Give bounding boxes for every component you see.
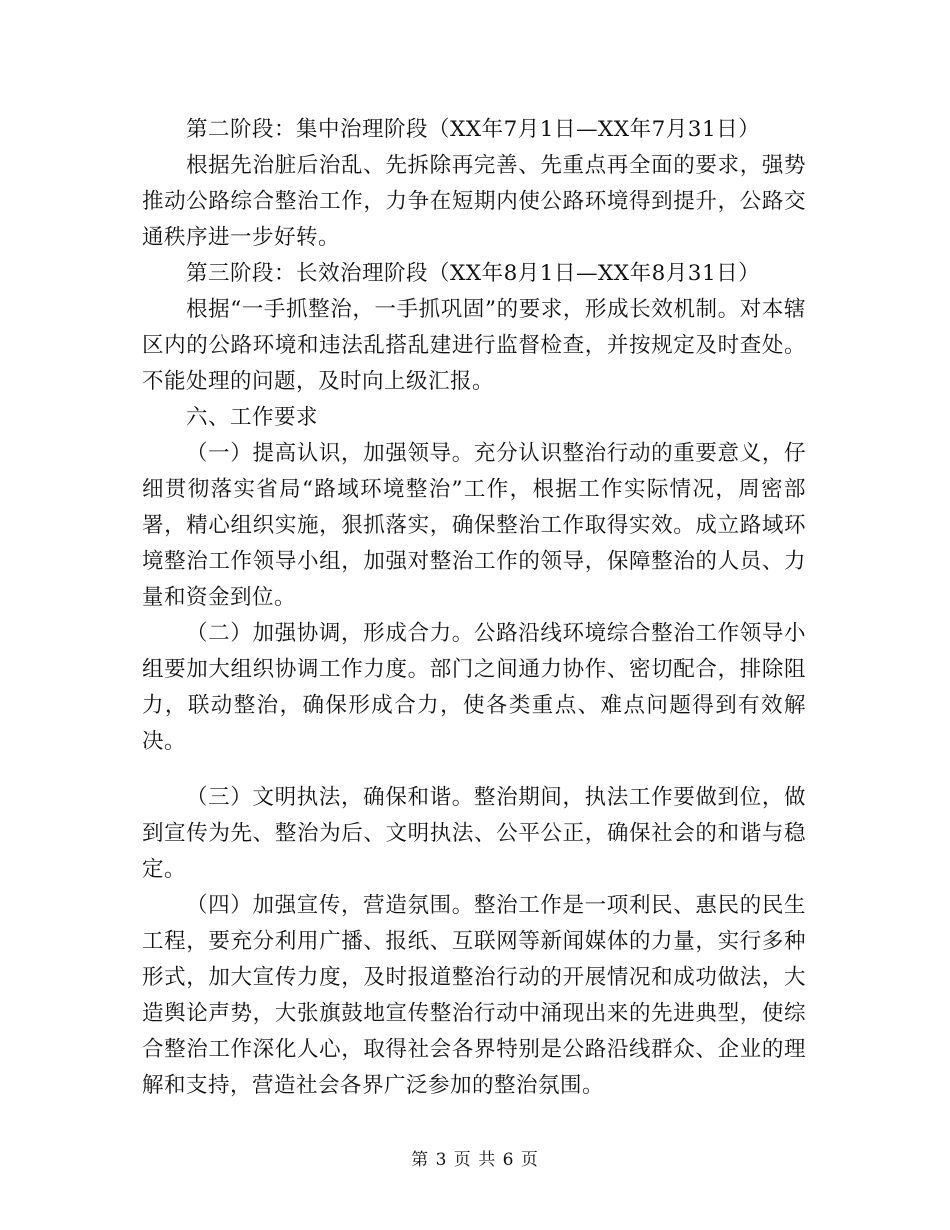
paragraph-stage-two-heading: 第二阶段：集中治理阶段（XX年7月1日—XX年7月31日） <box>186 117 761 142</box>
paragraph-requirement-two: （二）加强协调，形成合力。公路沿线环境综合整治工作领导小组要加大组织协调工作力度。部门之间通力协作、密切配合，排除阻力，联动整治，确保形成合力，使各类重点、难点问题得到有效解决。 <box>142 621 806 754</box>
paragraph-requirement-three: （三）文明执法，确保和谐。整治期间，执法工作要做到位，做到宣传为先、整治为后、文明执法、公平公正，确保社会的和谐与稳定。 <box>142 785 806 882</box>
paragraph-stage-two-body: 根据先治脏后治乱、先拆除再完善、先重点再全面的要求，强势推动公路综合整治工作，力争在短期内使公路环境得到提升，公路交通秩序进一步好转。 <box>142 153 806 250</box>
paragraph-requirement-four: （四）加强宣传，营造氛围。整治工作是一项利民、惠民的民生工程，要充分利用广播、报纸、互联网等新闻媒体的力量，实行多种形式，加大宣传力度，及时报道整治行动的开展情况和成功做法，大造舆论声势，大张旗鼓地宣传整治行动中涌现出来的先进典型，使综合整治工作深化人心，取得社会各界特别是公路沿线群众、企业的理解和支持，营造社会各界广泛参加的整治氛围。 <box>142 893 806 1098</box>
section-heading-work-requirements: 六、工作要求 <box>186 405 319 430</box>
paragraph-stage-three-heading: 第三阶段：长效治理阶段（XX年8月1日—XX年8月31日） <box>186 261 761 286</box>
paragraph-requirement-one: （一）提高认识，加强领导。充分认识整治行动的重要意义，仔细贯彻落实省局“路域环境整治”工作，根据工作实际情况，周密部署，精心组织实施，狠抓落实，确保整治工作取得实效。成立路域环境整治工作领导小组，加强对整治工作的领导，保障整治的人员、力量和资金到位。 <box>142 441 806 610</box>
document-body <box>142 112 806 1104</box>
page-number-footer: 第 3 页 共 6 页 <box>411 1150 539 1170</box>
paragraph-stage-three-body: 根据“一手抓整治，一手抓巩固”的要求，形成长效机制。对本辖区内的公路环境和违法乱搭乱建进行监督检查，并按规定及时查处。不能处理的问题，及时向上级汇报。 <box>142 297 806 394</box>
